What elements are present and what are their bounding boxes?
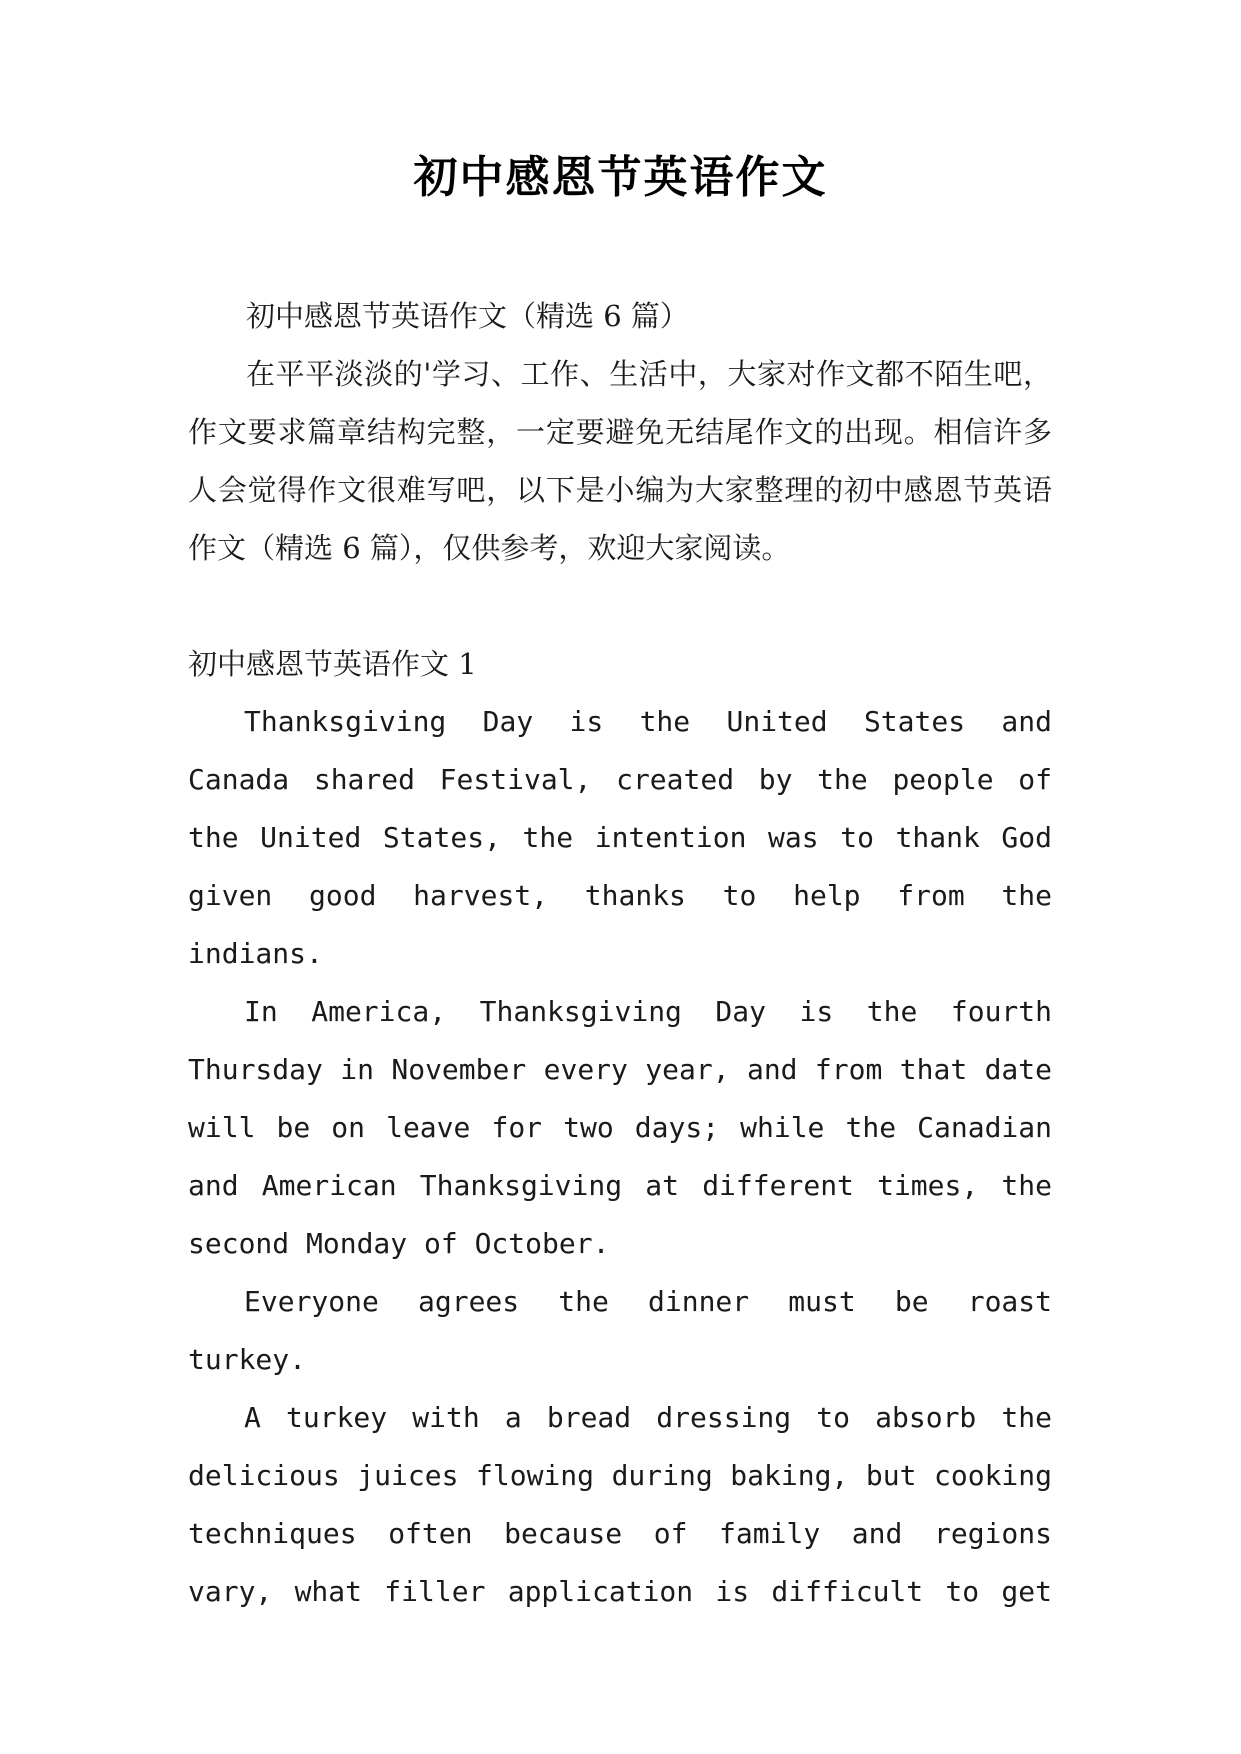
document-title: 初中感恩节英语作文 bbox=[413, 152, 828, 203]
essay-paragraph-1: Thanksgiving Day is the United States and Canada shared Festival, created by the people of the United States, the intention was to thank God given good harvest, thanks to help from the indians. bbox=[188, 705, 1052, 970]
essay-paragraph-3: Everyone agrees the dinner must be roast turkey. bbox=[188, 1285, 1052, 1376]
intro-paragraph: 在平平淡淡的'学习、工作、生活中，大家对作文都不陌生吧，作文要求篇章结构完整，一定要避免无结尾作文的出现。相信许多人会觉得作文很难写吧，以下是小编为大家整理的初中感恩节英语作文（精选 6 篇），仅供参考，欢迎大家阅读。 bbox=[188, 357, 1052, 565]
essay-paragraph-2: In America, Thanksgiving Day is the fourth Thursday in November every year, and from that date will be on leave for two days; while the Canadian and American Thanksgiving at different times, the second Monday of October. bbox=[188, 995, 1052, 1260]
essay-paragraph-4: A turkey with a bread dressing to absorb the delicious juices flowing during baking, but cooking techniques often because of family and regions vary, what filler application is difficult to get bbox=[188, 1401, 1052, 1608]
document-body bbox=[188, 287, 1052, 1621]
paragraph-spacer bbox=[188, 577, 1052, 635]
intro-heading: 初中感恩节英语作文（精选 6 篇） bbox=[246, 299, 689, 333]
section-heading: 初中感恩节英语作文 1 bbox=[188, 647, 477, 681]
